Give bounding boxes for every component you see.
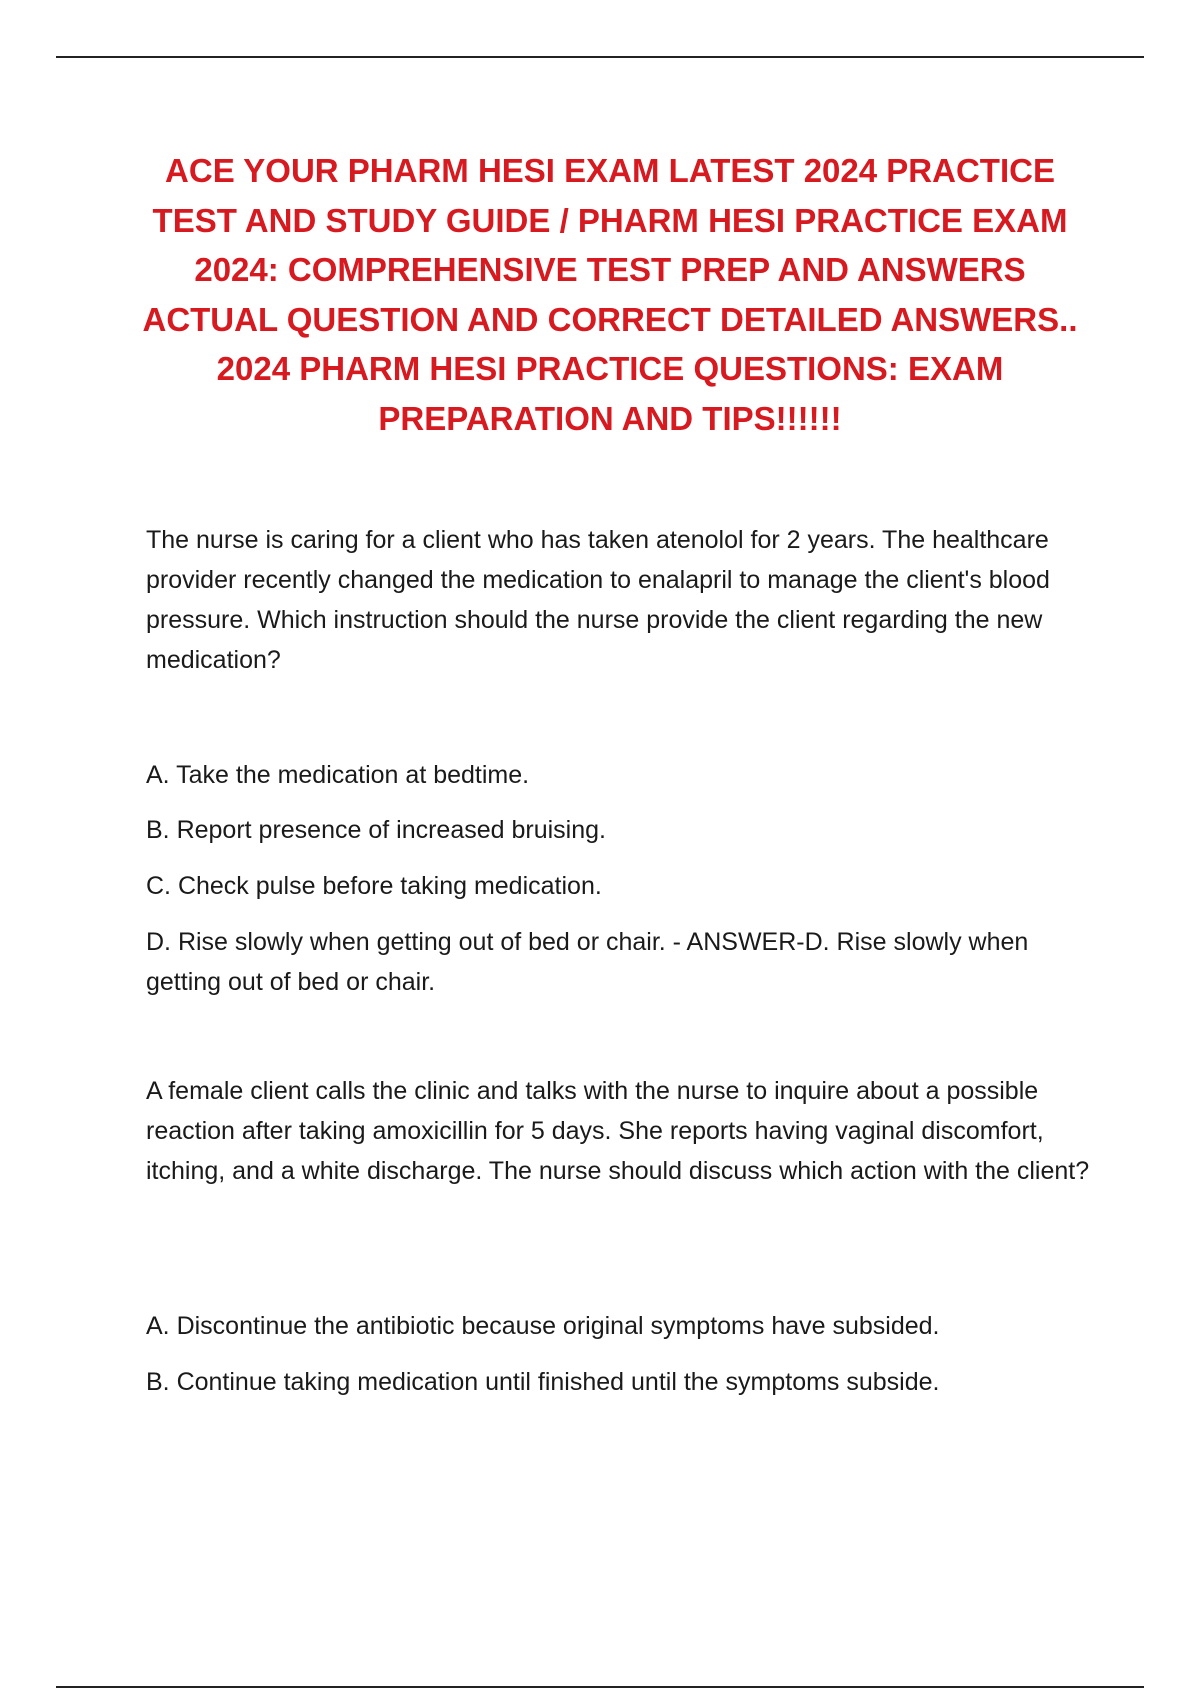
top-divider — [56, 56, 1144, 58]
question-1-option-b: B. Report presence of increased bruising. — [146, 816, 606, 844]
question-2-option-a: A. Discontinue the antibiotic because original symptoms have subsided. — [146, 1312, 940, 1340]
document-title: ACE YOUR PHARM HESI EXAM LATEST 2024 PRACTICE TEST AND STUDY GUIDE / PHARM HESI PRACTICE EXAM 2024: COMPREHENSIVE TEST PREP AND ANSWERS ACTUAL QUESTION AND CORRECT DETAILED ANSWERS.. 2024 PHARM HESI PRACTICE QUESTIONS: EXAM PREPARATION AND TIPS!!!!!! — [142, 152, 1078, 437]
question-2-option-b: B. Continue taking medication until finished until the symptoms subside. — [146, 1368, 940, 1396]
question-1-stem: The nurse is caring for a client who has taken atenolol for 2 years. The healthcare provider recently changed the medication to enalapril to manage the client's blood pressure. Which instruction should the nurse provide the client regarding the new medication? — [146, 526, 1050, 674]
question-2-stem: A female client calls the clinic and talks with the nurse to inquire about a possible reaction after taking amoxicillin for 5 days. She reports having vaginal discomfort, itching, and a white discharge. The nurse should discuss which action with the client? — [146, 1077, 1090, 1185]
question-1-option-d-answer: D. Rise slowly when getting out of bed or chair. - ANSWER-D. Rise slowly when getting out of bed or chair. — [146, 928, 1029, 996]
question-1-option-a: A. Take the medication at bedtime. — [146, 761, 530, 789]
question-1-option-c: C. Check pulse before taking medication. — [146, 872, 602, 900]
bottom-divider — [56, 1686, 1144, 1688]
